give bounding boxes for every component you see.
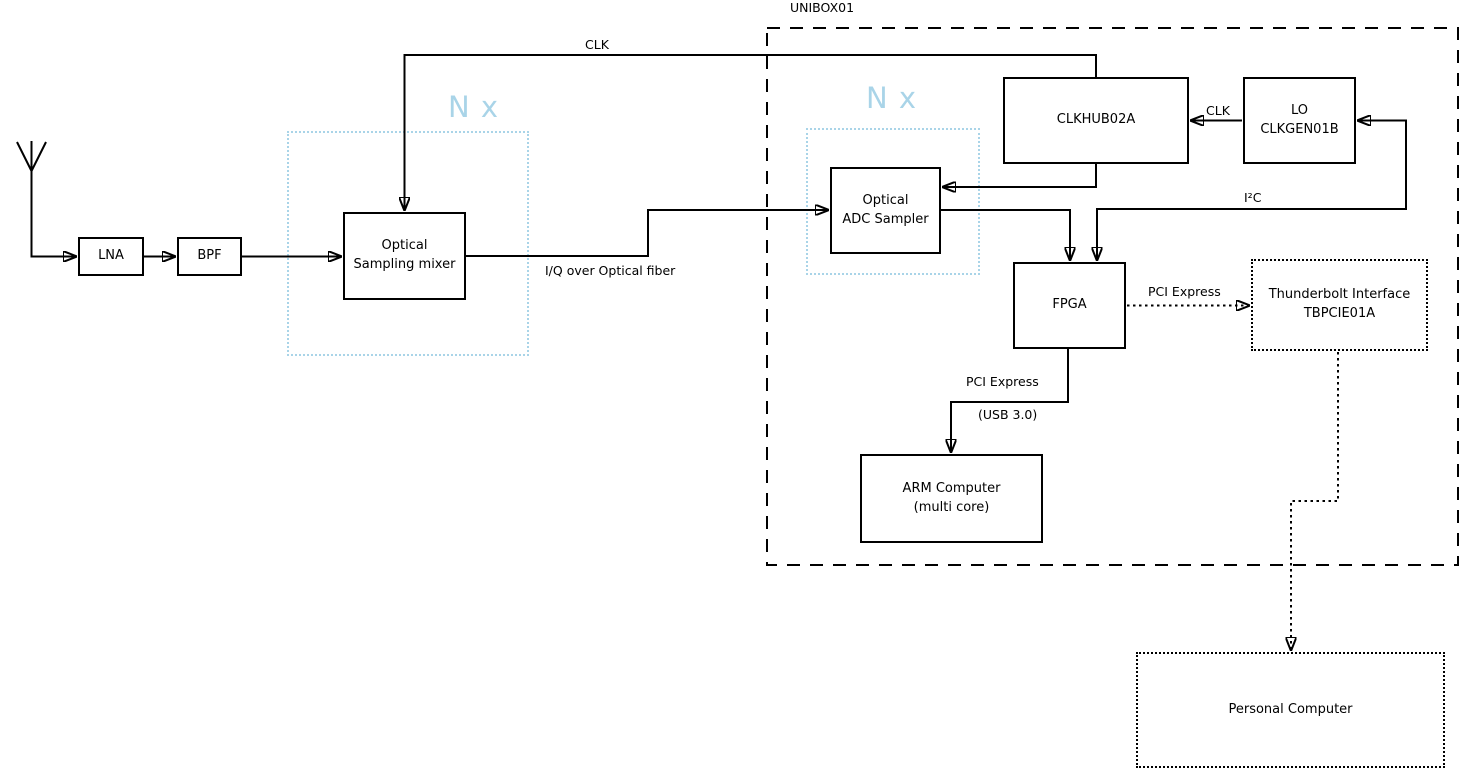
block-optical-adc-sampler-label: Optical ADC Sampler <box>842 192 929 227</box>
edge-thunderbolt-to-pc <box>1291 352 1338 651</box>
block-lna <box>78 237 144 276</box>
block-optical-sampling-mixer-label: Optical Sampling mixer <box>353 238 456 272</box>
label-i2c: I²C <box>1244 190 1262 205</box>
block-thunderbolt-interface-label: Thunderbolt Interface TBPCIE01A <box>1268 287 1411 321</box>
block-arm-computer-label: ARM Computer (multi core) <box>902 480 1001 515</box>
label-pcie-arm: PCI Express <box>966 374 1039 389</box>
label-clk-top: CLK <box>585 37 609 52</box>
block-bpf <box>177 237 242 276</box>
block-arm-computer <box>860 454 1043 543</box>
block-personal-computer-label: Personal Computer <box>1228 701 1353 717</box>
block-lo-clkgen01b <box>1243 77 1356 164</box>
block-clkhub02a <box>1003 77 1189 164</box>
nx-label-left: N x <box>448 90 500 124</box>
block-clkhub02a-label: CLKHUB02A <box>1056 112 1136 128</box>
block-fpga-label: FPGA <box>1052 297 1087 313</box>
block-thunderbolt-interface <box>1251 259 1428 351</box>
block-personal-computer <box>1136 652 1445 768</box>
label-clk-lo-to-hub: CLK <box>1206 103 1230 118</box>
block-lna-label: LNA <box>98 248 124 264</box>
label-pcie-thunderbolt: PCI Express <box>1148 284 1221 299</box>
unibox01-title: UNIBOX01 <box>790 0 855 15</box>
nx-label-right: N x <box>866 81 918 115</box>
block-bpf-label: BPF <box>197 248 222 264</box>
block-fpga <box>1013 262 1126 349</box>
edge-fpga-to-arm <box>951 349 1068 453</box>
label-usb: (USB 3.0) <box>978 407 1038 422</box>
antenna-icon <box>17 141 77 257</box>
block-optical-sampling-mixer <box>343 212 466 300</box>
block-optical-adc-sampler <box>830 167 941 254</box>
block-lo-clkgen01b-label: LO CLKGEN01B <box>1260 102 1339 137</box>
label-iq-fiber: I/Q over Optical fiber <box>545 263 676 278</box>
